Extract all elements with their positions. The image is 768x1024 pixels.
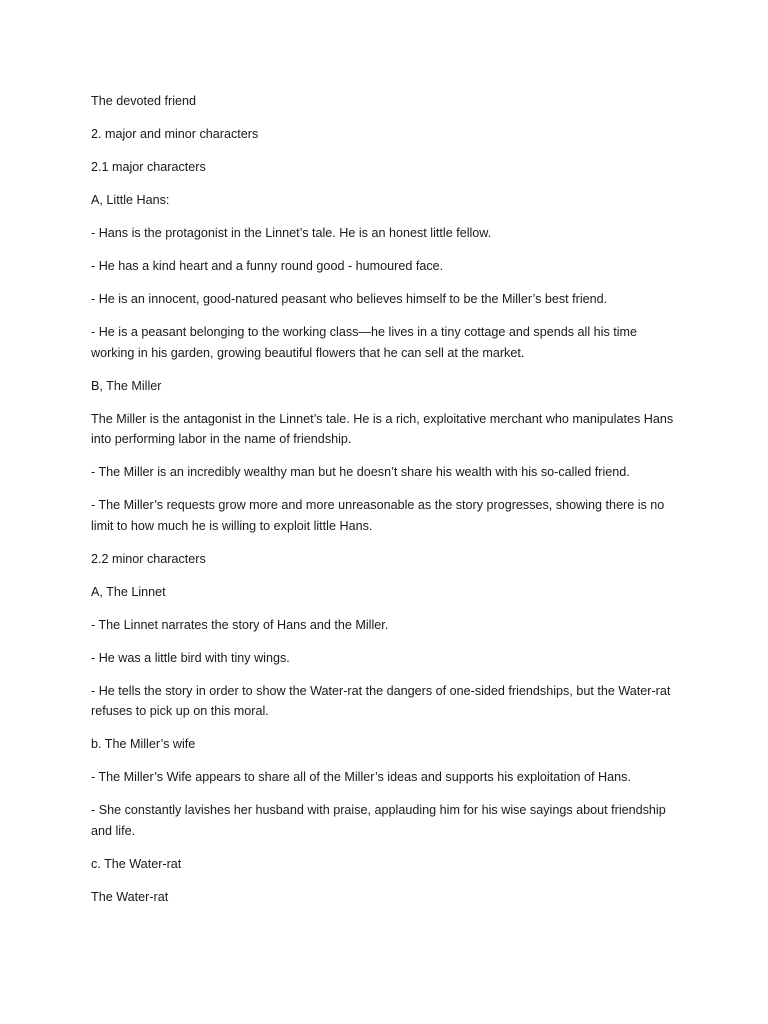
bullet-paragraph: - The Linnet narrates the story of Hans and the Miller. (91, 617, 389, 632)
bullet-paragraph: - The Miller is an incredibly wealthy man but he doesn’t share his wealth with his so-called friend. (91, 465, 630, 479)
character-heading: c. The Water-rat (91, 856, 182, 871)
character-heading: B, The Miller (91, 378, 162, 393)
bullet-paragraph: - He tells the story in order to show the Water-rat the dangers of one-sided friendships, but the Water-rat refuses to pick up on this moral. (91, 683, 671, 718)
bullet-paragraph: - He was a little bird with tiny wings. (91, 650, 290, 665)
subsection-heading: 2.2 minor characters (91, 551, 206, 566)
section-heading: 2. major and minor characters (91, 127, 259, 141)
bullet-paragraph: - She constantly lavishes her husband with praise, applauding him for his wise sayings about friendship and life. (91, 803, 666, 838)
body-paragraph: The Miller is the antagonist in the Linnet’s tale. He is a rich, exploitative merchant who manipulates Hans into performing labor in the name of friendship. (91, 411, 674, 446)
character-heading: b. The Miller’s wife (91, 737, 196, 751)
character-heading: A, Little Hans: (91, 193, 170, 207)
bullet-paragraph: - The Miller’s Wife appears to share all of the Miller’s ideas and supports his exploitation of Hans. (91, 770, 631, 784)
document-title: The devoted friend (91, 94, 197, 108)
bullet-paragraph: - He is an innocent, good-natured peasant who believes himself to be the Miller’s best friend. (91, 292, 608, 306)
body-paragraph: The Water-rat (91, 889, 169, 904)
document-page (91, 91, 676, 920)
bullet-paragraph: - He is a peasant belonging to the working class—he lives in a tiny cottage and spends all his time working in his garden, growing beautiful flowers that he can sell at the market. (91, 325, 638, 360)
bullet-paragraph: - He has a kind heart and a funny round good - humoured face. (91, 259, 444, 273)
bullet-paragraph: - The Miller’s requests grow more and more unreasonable as the story progresses, showing there is no limit to how much he is willing to exploit little Hans. (91, 498, 665, 533)
bullet-paragraph: - Hans is the protagonist in the Linnet’s tale. He is an honest little fellow. (91, 226, 492, 240)
character-heading: A, The Linnet (91, 584, 166, 599)
subsection-heading: 2.1 major characters (91, 160, 206, 174)
